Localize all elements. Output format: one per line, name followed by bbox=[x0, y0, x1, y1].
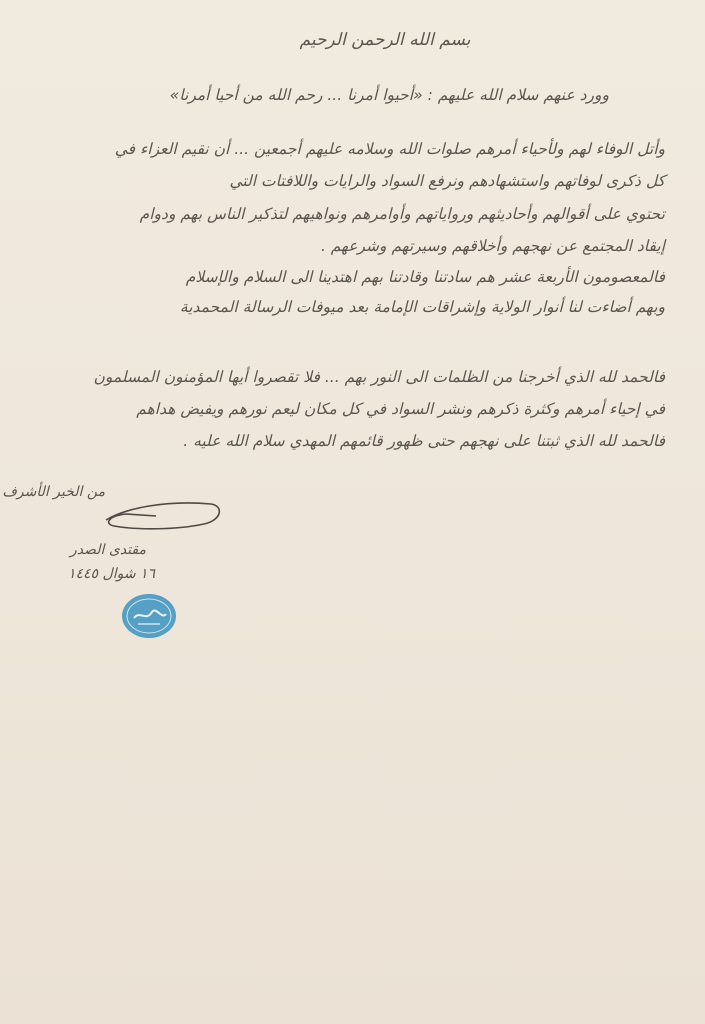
letter-line: وأتل الوفاء لهم ولأحياء أمرهم صلوات الله وسلامه عليهم أجمعين ... أن نقيم العزاء في bbox=[114, 140, 665, 158]
letter-line: فالحمد لله الذي أخرجنا من الظلمات الى النور بهم ... فلا تقصروا أيها المؤمنون المسلمون bbox=[93, 368, 665, 386]
letter-line: فالمعصومون الأربعة عشر هم سادتنا وقادتنا بهم اهتدينا الى السلام والإسلام bbox=[185, 268, 665, 286]
letter-line: كل ذكرى لوفاتهم واستشهادهم ونرفع السواد والرايات واللافتات التي bbox=[229, 172, 665, 190]
letter-line: في إحياء أمرهم وكثرة ذكرهم ونشر السواد في كل مكان ليعم نورهم ويفيض هداهم bbox=[136, 400, 665, 418]
letter-line: وبهم أضاءت لنا أنوار الولاية وإشراقات الإمامة بعد ميوفات الرسالة المحمدية bbox=[179, 298, 665, 316]
letter-line: فالحمد لله الذي ثبتنا على نهجهم حتى ظهور قائمهم المهدي سلام الله عليه . bbox=[183, 432, 665, 450]
letter-line: تحتوي على أقوالهم وأحاديثهم ورواياتهم وأوامرهم ونواهيهم لتذكير الناس بهم ودوام bbox=[139, 205, 665, 223]
official-stamp bbox=[120, 592, 178, 640]
handwritten-signature bbox=[96, 490, 226, 540]
basmala-heading: بسم الله الرحمن الرحيم bbox=[299, 30, 471, 50]
letter-date: ١٦ شوال ١٤٤٥ bbox=[68, 566, 156, 582]
signer-name: مقتدى الصدر bbox=[70, 542, 146, 558]
closing-phrase: من الخير الأشرف bbox=[2, 484, 105, 500]
letter-line: وورد عنهم سلام الله عليهم : «أحيوا أمرنا ... رحم الله من أحيا أمرنا» bbox=[169, 86, 609, 104]
letter-line: إيقاد المجتمع عن نهجهم وأخلاقهم وسيرتهم وشرعهم . bbox=[320, 237, 665, 255]
